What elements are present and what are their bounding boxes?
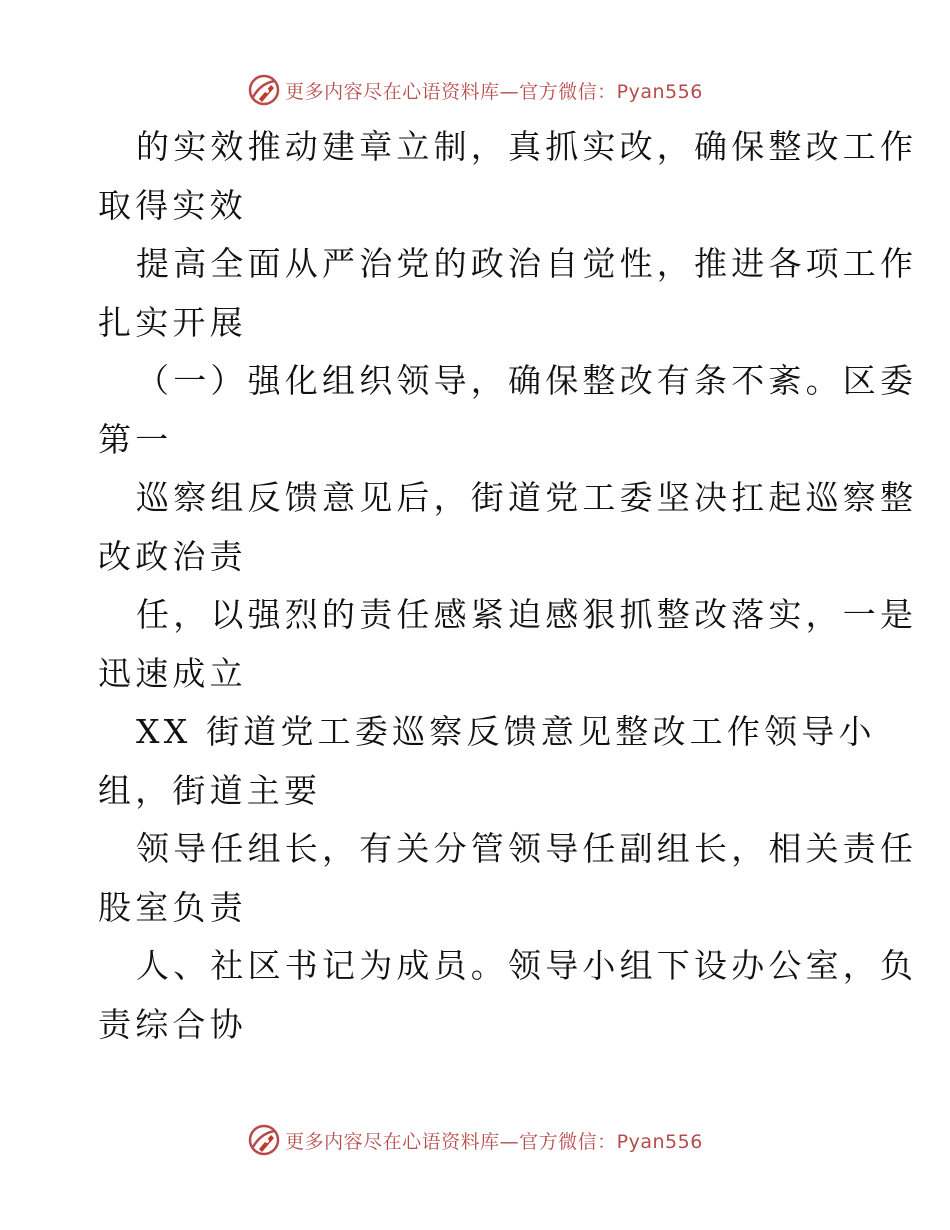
pen-logo-icon [247, 1123, 281, 1157]
paragraph-continuation: 扎实开展 [98, 302, 247, 342]
footer-watermark [0, 1120, 950, 1160]
paragraph-first-line: 领导任组长，有关分管领导任副组长，相关责任 [136, 829, 918, 868]
paragraph-first-line: 提高全面从严治党的政治自觉性，推进各项工作 [136, 244, 918, 283]
pen-logo-icon [247, 73, 281, 107]
paragraph [98, 703, 876, 820]
watermark-text: 更多内容尽在心语资料库—官方微信：Pyan556 [285, 1130, 703, 1153]
paragraph-continuation: 取得实效 [98, 185, 247, 225]
paragraph [98, 937, 918, 1054]
paragraph [98, 235, 918, 352]
paragraph [98, 820, 918, 937]
paragraph-continuation: 第一 [98, 419, 173, 459]
paragraph-first-line: 人、社区书记为成员。领导小组下设办公室，负 [136, 946, 918, 985]
paragraph [98, 469, 918, 586]
paragraph-first-line: 的实效推动建章立制，真抓实改，确保整改工作 [136, 127, 918, 166]
paragraph [98, 118, 918, 235]
paragraph-first-line: （一）强化组织领导，确保整改有条不紊。区委 [136, 361, 918, 400]
paragraph-continuation: 责综合协 [98, 1004, 247, 1044]
paragraph-first-line: XX 街道党工委巡察反馈意见整改工作领导小 [136, 712, 876, 751]
paragraph-continuation: 改政治责 [98, 536, 247, 576]
paragraph [98, 586, 918, 703]
paragraph-continuation: 股室负责 [98, 887, 247, 927]
watermark-text: 更多内容尽在心语资料库—官方微信：Pyan556 [285, 80, 703, 103]
paragraph-continuation: 迅速成立 [98, 653, 247, 693]
paragraph [98, 352, 918, 469]
paragraph-first-line: 巡察组反馈意见后，街道党工委坚决扛起巡察整 [136, 478, 918, 517]
paragraph-continuation: 组，街道主要 [98, 770, 322, 810]
header-watermark [0, 70, 950, 110]
paragraph-first-line: 任，以强烈的责任感紧迫感狠抓整改落实，一是 [136, 595, 918, 634]
document-body [98, 118, 918, 1054]
